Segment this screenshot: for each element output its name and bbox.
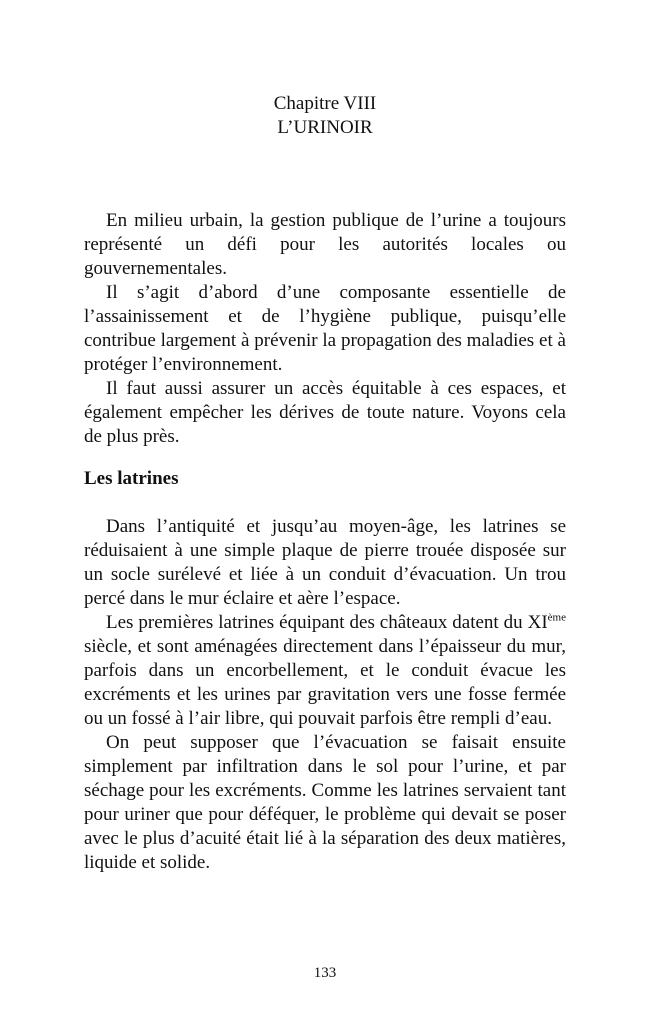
section-heading: Les latrines [84, 468, 179, 489]
paragraph-intro-2: Il s’agit d’abord d’une composante essentielle de l’assainissement et de l’hygiène publique, puisqu’elle contribue largement à prévenir la propagation des maladies et à protéger l’environnement. [84, 282, 566, 375]
paragraph-text-part: Les premières latrines équipant des châteaux datent du XI [106, 612, 548, 633]
spacer [84, 491, 566, 515]
spacer [84, 449, 566, 467]
superscript-ordinal: ème [547, 611, 566, 624]
paragraph-latrines-1: Dans l’antiquité et jusqu’au moyen-âge, les latrines se réduisaient à une simple plaque de pierre trouée disposée sur un socle surélevé et liée à un conduit d’évacuation. Un trou percé dans le mur éclaire et aère l’espace. [84, 516, 566, 609]
chapter-number: Chapitre VIII [273, 93, 377, 114]
page-number: 133 [313, 965, 337, 981]
paragraph-intro-1: En milieu urbain, la gestion publique de l’urine a toujours représenté un défi pour les autorités locales ou gouvernementales. [84, 210, 566, 279]
body-text [84, 209, 566, 875]
paragraph-latrines-3: On peut supposer que l’évacuation se faisait ensuite simplement par infiltration dans le sol pour l’urine, et par séchage pour les excréments. Comme les latrines servaient tant pour uriner que pour déféquer, le problème qui devait se poser avec le plus d’acuité était lié à la séparation des deux matières, liquide et solide. [84, 732, 566, 873]
paragraph-text-part: siècle, et sont aménagées directement dans l’épaisseur du mur, parfois dans un encorbellement, et le conduit évacue les excréments et les urines par gravitation vers une fosse fermée ou un fossé à l’air libre, qui pouvait parfois être rempli d’eau. [84, 636, 566, 729]
chapter-title: L’URINOIR [277, 117, 373, 138]
paragraph-latrines-2 [84, 611, 566, 731]
chapter-header [0, 92, 650, 140]
paragraph-intro-3: Il faut aussi assurer un accès équitable à ces espaces, et également empêcher les dérives de toute nature. Voyons cela de plus près. [84, 378, 566, 447]
